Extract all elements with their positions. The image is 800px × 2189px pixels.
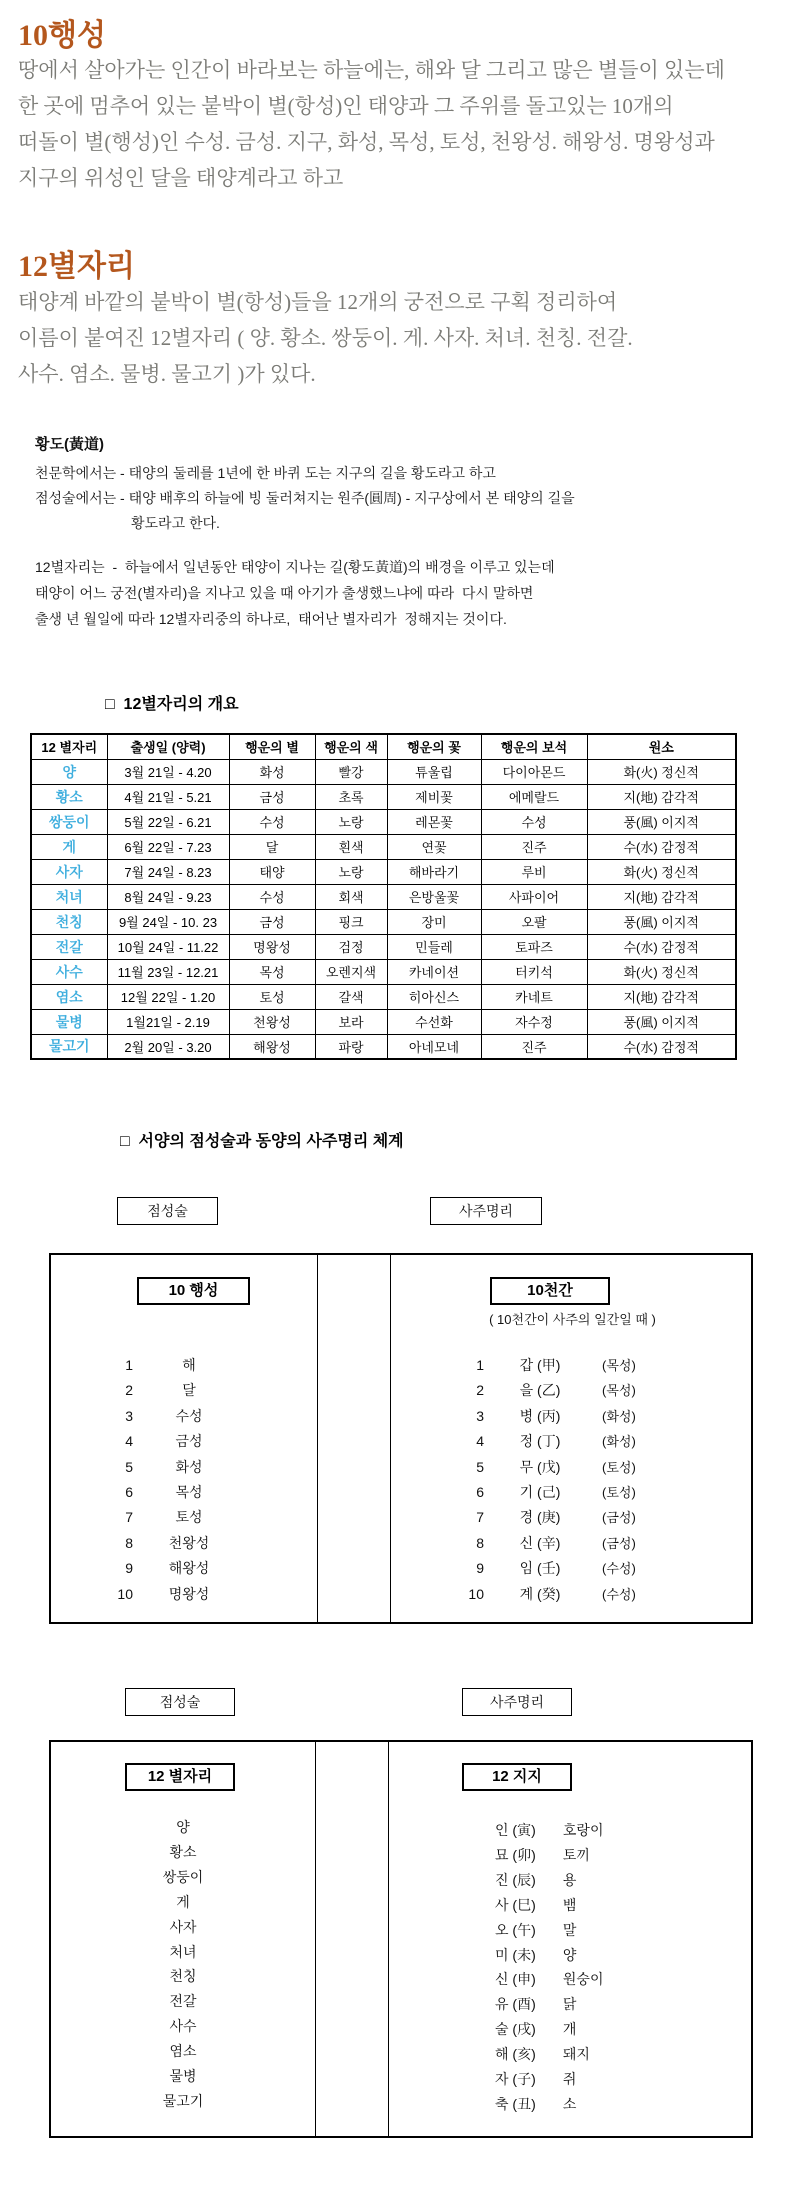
cell-lucky-color: 갈색 [315, 984, 387, 1009]
planet-number: 7 [125, 1509, 133, 1526]
jiji-animal: 양 [562, 1946, 577, 1963]
cheongan-number: 9 [476, 1560, 484, 1577]
cell-element: 풍(風) 이지적 [587, 1009, 736, 1034]
cheongan-number: 2 [476, 1382, 484, 1399]
planet-number: 8 [125, 1534, 133, 1551]
cell-element: 화(火) 정신적 [587, 759, 736, 784]
cheongan-name: 을 (乙) [519, 1382, 561, 1399]
jiji-list-item [495, 1918, 603, 1943]
cell-lucky-flower: 해바라기 [387, 859, 481, 884]
cell-lucky-gem: 수성 [481, 809, 587, 834]
paragraph-line: 황도라고 한다. [131, 515, 220, 531]
cell-lucky-gem: 카네트 [481, 984, 587, 1009]
cell-element: 지(地) 감각적 [587, 784, 736, 809]
cell-zodiac-name: 사자 [31, 859, 107, 884]
cell-birth-date: 10월 24일 - 11.22 [107, 934, 229, 959]
cell-birth-date: 7월 24일 - 8.23 [107, 859, 229, 884]
cheongan-list-item [454, 1429, 636, 1454]
jiji-animal: 용 [562, 1871, 577, 1888]
zodiac-list-item: 쌍둥이 [162, 1868, 204, 1885]
table-row [31, 934, 736, 959]
cell-element: 수(水) 감정적 [587, 934, 736, 959]
cell-lucky-gem: 루비 [481, 859, 587, 884]
cell-element: 화(火) 정신적 [587, 859, 736, 884]
cheongan-planet: (화성) [602, 1434, 636, 1450]
planet-number: 9 [125, 1560, 133, 1577]
cell-element: 지(地) 감각적 [587, 884, 736, 909]
cheongan-planet: (수성) [602, 1561, 636, 1577]
paragraph-line: 출생 년 월일에 따라 12별자리중의 하나로, 태어난 별자리가 정해지는 것이다. [35, 611, 507, 627]
cell-birth-date: 8월 24일 - 9.23 [107, 884, 229, 909]
jiji-list-item [495, 1818, 603, 1843]
jiji-name: 미 (未) [495, 1946, 536, 1963]
planet-list-item [51, 1429, 317, 1454]
zodiac-list-item: 양 [176, 1819, 190, 1835]
planets-section-title: 10행성 [18, 19, 106, 52]
cell-lucky-star: 금성 [229, 909, 315, 934]
planet-number: 1 [125, 1357, 133, 1373]
cell-element: 수(水) 감정적 [587, 1034, 736, 1059]
cell-birth-date: 5월 22일 - 6.21 [107, 809, 229, 834]
table-header-cell: 행운의 꽃 [387, 734, 481, 759]
jiji-animal: 토끼 [562, 1846, 590, 1863]
ten-cheongan-list [454, 1353, 636, 1607]
table-row [31, 959, 736, 984]
cell-lucky-star: 명왕성 [229, 934, 315, 959]
cheongan-name: 경 (庚) [519, 1509, 561, 1526]
cell-lucky-color: 보라 [315, 1009, 387, 1034]
cell-lucky-flower: 아네모네 [387, 1034, 481, 1059]
cheongan-name: 기 (己) [519, 1484, 561, 1501]
cell-zodiac-name: 쌍둥이 [31, 809, 107, 834]
planets-cheongan-panel [49, 1253, 753, 1624]
overview-heading: □ 12별자리의 개요 [105, 696, 239, 713]
paragraph-line: 이름이 붙여진 12별자리 ( 양. 황소. 쌍둥이. 게. 사자. 처녀. 천칭. 전갈. [18, 326, 633, 350]
cheongan-list-item [454, 1556, 636, 1581]
cell-zodiac-name: 물병 [31, 1009, 107, 1034]
cell-lucky-color: 빨강 [315, 759, 387, 784]
table-header-cell: 행운의 보석 [481, 734, 587, 759]
table-row [31, 809, 736, 834]
paragraph-line: 지구의 위성인 달을 태양계라고 하고 [18, 166, 344, 190]
table-row [31, 784, 736, 809]
cell-lucky-star: 해왕성 [229, 1034, 315, 1059]
cell-birth-date: 3월 21일 - 4.20 [107, 759, 229, 784]
planet-name: 수성 [175, 1407, 203, 1424]
table-header-cell: 12 별자리 [31, 734, 107, 759]
table-header-cell: 행운의 별 [229, 734, 315, 759]
planet-name: 목성 [175, 1484, 203, 1501]
cell-lucky-gem: 진주 [481, 1034, 587, 1059]
cell-birth-date: 1월21일 - 2.19 [107, 1009, 229, 1034]
table-row [31, 884, 736, 909]
ten-cheongan-title-box: 10천간 [490, 1277, 610, 1305]
jiji-name: 자 (子) [495, 2071, 536, 2088]
twelve-jiji-title-box: 12 지지 [462, 1763, 572, 1791]
cell-lucky-star: 화성 [229, 759, 315, 784]
comparison-heading: □ 서양의 점성술과 동양의 사주명리 체계 [120, 1133, 404, 1150]
jiji-list-item [495, 1992, 603, 2017]
cell-birth-date: 12월 22일 - 1.20 [107, 984, 229, 1009]
twelve-zodiac-list [51, 1815, 315, 2114]
paragraph-line: 12별자리는 - 하늘에서 일년동안 태양이 지나는 길(황도黃道)의 배경을 이루고 있는데 [35, 559, 555, 575]
cell-lucky-gem: 오팔 [481, 909, 587, 934]
cheongan-name: 신 (辛) [519, 1534, 561, 1551]
planet-number: 6 [125, 1484, 133, 1501]
jiji-list-item [495, 2092, 603, 2117]
zodiac-list-item: 물고기 [162, 2092, 204, 2109]
cell-lucky-color: 파랑 [315, 1034, 387, 1059]
planet-number: 4 [125, 1433, 133, 1450]
cell-element: 풍(風) 이지적 [587, 909, 736, 934]
cheongan-planet: (목성) [602, 1358, 636, 1373]
zodiac-list-item: 천칭 [169, 1968, 197, 1985]
cell-lucky-gem: 에메랄드 [481, 784, 587, 809]
planet-name: 천왕성 [168, 1534, 210, 1551]
planet-number: 3 [125, 1407, 133, 1424]
cheongan-number: 10 [468, 1585, 484, 1602]
jiji-name: 신 (申) [495, 1971, 536, 1988]
planet-list-item [51, 1353, 317, 1378]
planet-list-item [51, 1505, 317, 1530]
hwangdo-definition-paragraph [35, 461, 575, 536]
cell-lucky-flower: 은방울꽃 [387, 884, 481, 909]
jiji-name: 해 (亥) [495, 2046, 536, 2063]
cheongan-planet: (화성) [602, 1408, 636, 1424]
cell-zodiac-name: 황소 [31, 784, 107, 809]
planet-list-item [51, 1404, 317, 1429]
cheongan-planet: (금성) [602, 1535, 636, 1551]
cell-lucky-flower: 튜울립 [387, 759, 481, 784]
cheongan-planet: (목성) [602, 1383, 636, 1399]
cheongan-number: 4 [476, 1433, 484, 1450]
jiji-animal: 닭 [562, 1996, 577, 2013]
zodiac-overview-table [30, 733, 737, 1060]
cell-lucky-star: 달 [229, 834, 315, 859]
table-header-cell: 원소 [587, 734, 736, 759]
cell-lucky-color: 검정 [315, 934, 387, 959]
planet-number: 5 [125, 1458, 133, 1475]
cheongan-number: 3 [476, 1407, 484, 1424]
jiji-name: 오 (午) [495, 1921, 536, 1938]
table-row [31, 1009, 736, 1034]
cell-lucky-star: 수성 [229, 809, 315, 834]
saju-label-2: 사주명리 [462, 1688, 572, 1716]
table-header-cell: 행운의 색 [315, 734, 387, 759]
cell-zodiac-name: 처녀 [31, 884, 107, 909]
paragraph-line: 태양이 어느 궁전(별자리)을 지나고 있을 때 아기가 출생했느냐에 따라 다시 말하면 [35, 585, 534, 601]
cheongan-list-item [454, 1531, 636, 1556]
twelve-jiji-list [495, 1818, 603, 2117]
cell-lucky-color: 회색 [315, 884, 387, 909]
cell-zodiac-name: 염소 [31, 984, 107, 1009]
cell-lucky-flower: 장미 [387, 909, 481, 934]
cell-zodiac-name: 양 [31, 759, 107, 784]
planet-list-item [51, 1582, 317, 1607]
cell-lucky-color: 흰색 [315, 834, 387, 859]
zodiac-paragraph [18, 284, 633, 392]
table-row [31, 909, 736, 934]
cheongan-name: 갑 (甲) [519, 1357, 561, 1373]
cheongan-list-item [454, 1378, 636, 1403]
cheongan-planet: (토성) [602, 1485, 636, 1501]
planet-number: 2 [125, 1382, 133, 1399]
cell-zodiac-name: 사수 [31, 959, 107, 984]
cell-birth-date: 11월 23일 - 12.21 [107, 959, 229, 984]
paragraph-line: 한 곳에 멈추어 있는 붙박이 별(항성)인 태양과 그 주위를 돌고있는 10개의 [18, 94, 674, 118]
hwangdo-explanation-paragraph [35, 554, 555, 632]
cheongan-name: 정 (丁) [519, 1433, 561, 1450]
table-row [31, 1034, 736, 1059]
cheongan-name: 계 (癸) [519, 1585, 561, 1602]
cell-zodiac-name: 물고기 [31, 1034, 107, 1059]
cheongan-name: 임 (壬) [519, 1560, 561, 1577]
cheongan-number: 5 [476, 1458, 484, 1475]
cell-lucky-flower: 히아신스 [387, 984, 481, 1009]
astrology-label-1: 점성술 [117, 1197, 218, 1225]
zodiac-list-item: 사수 [169, 2018, 197, 2035]
jiji-list-item [495, 1868, 603, 1893]
cell-lucky-gem: 다이아몬드 [481, 759, 587, 784]
jiji-name: 인 (寅) [495, 1822, 536, 1838]
cheongan-planet: (수성) [602, 1586, 636, 1602]
table-row [31, 759, 736, 784]
cheongan-number: 6 [476, 1484, 484, 1501]
table-header-cell: 출생일 (양력) [107, 734, 229, 759]
cell-lucky-gem: 터키석 [481, 959, 587, 984]
panel-divider [317, 1255, 318, 1622]
cell-birth-date: 9월 24일 - 10. 23 [107, 909, 229, 934]
cell-birth-date: 6월 22일 - 7.23 [107, 834, 229, 859]
cell-element: 수(水) 감정적 [587, 834, 736, 859]
cell-element: 화(火) 정신적 [587, 959, 736, 984]
table-header-row [31, 734, 736, 759]
jiji-animal: 개 [562, 2021, 577, 2038]
planet-list-item [51, 1378, 317, 1403]
jiji-list-item [495, 1967, 603, 1992]
cell-lucky-flower: 레몬꽃 [387, 809, 481, 834]
zodiac-list-item: 염소 [169, 2043, 197, 2060]
jiji-animal: 뱀 [562, 1896, 577, 1913]
cell-lucky-gem: 자수정 [481, 1009, 587, 1034]
planet-name: 금성 [175, 1433, 203, 1450]
ten-planets-list [51, 1353, 317, 1607]
cell-lucky-color: 오렌지색 [315, 959, 387, 984]
cell-zodiac-name: 전갈 [31, 934, 107, 959]
jiji-name: 묘 (卯) [495, 1846, 536, 1863]
hwangdo-title: 황도(黃道) [35, 436, 104, 453]
table-row [31, 984, 736, 1009]
paragraph-line: 태양계 바깥의 붙박이 별(항성)들을 12개의 궁전으로 구획 정리하여 [18, 290, 618, 314]
cell-birth-date: 4월 21일 - 5.21 [107, 784, 229, 809]
paragraph-line: 점성술에서는 - 태양 배후의 하늘에 빙 둘러쳐지는 원주(圓周) - 지구상에서 본 태양의 길을 [35, 490, 575, 506]
cell-lucky-color: 노랑 [315, 809, 387, 834]
paragraph-line: 천문학에서는 - 태양의 둘레를 1년에 한 바퀴 도는 지구의 길을 황도라고 하고 [35, 465, 496, 481]
table-row [31, 859, 736, 884]
jiji-name: 축 (丑) [495, 2095, 536, 2112]
jiji-list-item [495, 2017, 603, 2042]
table-body [31, 759, 736, 1059]
cell-lucky-gem: 토파즈 [481, 934, 587, 959]
cell-lucky-flower: 제비꽃 [387, 784, 481, 809]
cheongan-number: 7 [476, 1509, 484, 1526]
cheongan-number: 1 [476, 1357, 484, 1373]
jiji-name: 술 (戌) [495, 2021, 536, 2038]
cell-lucky-star: 수성 [229, 884, 315, 909]
jiji-list-item [495, 2067, 603, 2092]
jiji-list-item [495, 1843, 603, 1868]
table-row [31, 834, 736, 859]
planet-name: 토성 [175, 1509, 203, 1526]
cell-lucky-star: 목성 [229, 959, 315, 984]
jiji-list-item [495, 1893, 603, 1918]
planet-list-item [51, 1480, 317, 1505]
cell-lucky-flower: 민들레 [387, 934, 481, 959]
table-head [31, 734, 736, 759]
jiji-animal: 쥐 [562, 2071, 577, 2088]
cell-zodiac-name: 게 [31, 834, 107, 859]
saju-label-1: 사주명리 [430, 1197, 542, 1225]
jiji-list-item [495, 1943, 603, 1968]
cheongan-name: 병 (丙) [519, 1407, 561, 1424]
zodiac-section-title: 12별자리 [18, 250, 135, 283]
cheongan-note: ( 10천간이 사주의 일간일 때 ) [489, 1312, 656, 1327]
cell-lucky-gem: 사파이어 [481, 884, 587, 909]
planet-list-item [51, 1556, 317, 1581]
cheongan-planet: (토성) [602, 1459, 636, 1475]
cell-lucky-star: 금성 [229, 784, 315, 809]
cell-lucky-star: 태양 [229, 859, 315, 884]
cell-lucky-star: 토성 [229, 984, 315, 1009]
cheongan-list-item [454, 1582, 636, 1607]
cell-element: 풍(風) 이지적 [587, 809, 736, 834]
cheongan-list-item [454, 1353, 636, 1378]
zodiac-list-item: 황소 [169, 1843, 197, 1860]
planet-number: 10 [117, 1585, 133, 1602]
zodiac-list-item: 사자 [169, 1918, 197, 1935]
zodiac-list-item: 물병 [169, 2068, 197, 2085]
cell-lucky-color: 노랑 [315, 859, 387, 884]
cell-lucky-flower: 카네이션 [387, 959, 481, 984]
cell-zodiac-name: 천칭 [31, 909, 107, 934]
planet-list-item [51, 1455, 317, 1480]
cell-lucky-color: 초록 [315, 784, 387, 809]
twelve-zodiac-title-box: 12 별자리 [125, 1763, 235, 1791]
planet-name: 해 [182, 1357, 196, 1373]
jiji-name: 사 (巳) [495, 1896, 536, 1913]
cell-lucky-flower: 연꽃 [387, 834, 481, 859]
cell-element: 지(地) 감각적 [587, 984, 736, 1009]
astrology-label-2: 점성술 [125, 1688, 235, 1716]
zodiac-jiji-panel [49, 1740, 753, 2138]
cheongan-list-item [454, 1480, 636, 1505]
jiji-name: 진 (辰) [495, 1871, 536, 1888]
jiji-animal: 말 [562, 1921, 577, 1938]
cell-lucky-star: 천왕성 [229, 1009, 315, 1034]
cheongan-planet: (금성) [602, 1510, 636, 1526]
ten-planets-title-box: 10 행성 [137, 1277, 250, 1305]
planet-name: 명왕성 [168, 1585, 210, 1602]
cheongan-name: 무 (戊) [519, 1458, 561, 1475]
jiji-name: 유 (酉) [495, 1996, 536, 2013]
cell-birth-date: 2월 20일 - 3.20 [107, 1034, 229, 1059]
cheongan-list-item [454, 1505, 636, 1530]
panel-divider [315, 1742, 316, 2136]
zodiac-list-item: 처녀 [169, 1943, 197, 1960]
planet-name: 달 [182, 1382, 196, 1399]
planets-paragraph [18, 52, 725, 196]
cheongan-list-item [454, 1455, 636, 1480]
paragraph-line: 떠돌이 별(행성)인 수성. 금성. 지구, 화성, 목성, 토성, 천왕성. 해왕성. 명왕성과 [18, 130, 715, 154]
jiji-list-item [495, 2042, 603, 2067]
jiji-animal: 소 [562, 2095, 577, 2112]
jiji-animal: 호랑이 [562, 1822, 604, 1838]
planet-list-item [51, 1531, 317, 1556]
paragraph-line: 땅에서 살아가는 인간이 바라보는 하늘에는, 해와 달 그리고 많은 별들이 있는데 [18, 58, 725, 82]
cell-lucky-gem: 진주 [481, 834, 587, 859]
zodiac-list-item: 게 [176, 1893, 190, 1910]
planet-name: 화성 [175, 1458, 203, 1475]
paragraph-line: 사수. 염소. 물병. 물고기 )가 있다. [18, 362, 316, 386]
planet-name: 해왕성 [168, 1560, 210, 1577]
cheongan-list-item [454, 1404, 636, 1429]
cell-lucky-color: 핑크 [315, 909, 387, 934]
cell-lucky-flower: 수선화 [387, 1009, 481, 1034]
panel-divider [388, 1742, 389, 2136]
jiji-animal: 돼지 [562, 2046, 590, 2063]
cheongan-number: 8 [476, 1534, 484, 1551]
zodiac-list-item: 전갈 [169, 1993, 197, 2010]
jiji-animal: 원숭이 [562, 1971, 604, 1988]
